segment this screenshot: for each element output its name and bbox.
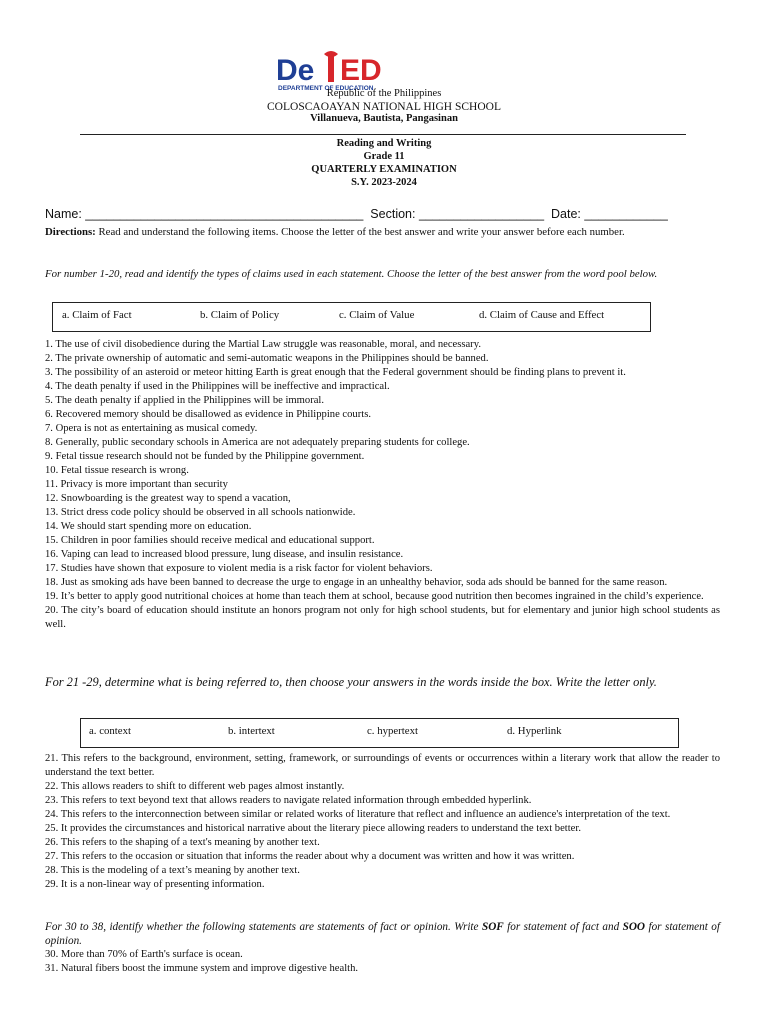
exam-title-block [0, 137, 768, 189]
term-b: b. intertext [228, 725, 275, 737]
school-name: COLOSCAOAYAN NATIONAL HIGH SCHOOL [267, 101, 501, 113]
directions [45, 226, 720, 239]
question-item: 22. This allows readers to shift to different web pages almost instantly. [45, 781, 345, 792]
question-item: 16. Vaping can lead to increased blood pressure, lung disease, and insulin resistance. [45, 549, 404, 560]
question-item: 28. This is the modeling of a text’s meaning by another text. [45, 865, 300, 876]
question-item: 4. The death penalty if used in the Philippines will be ineffective and impractical. [45, 381, 390, 392]
term-d: d. Hyperlink [507, 725, 562, 737]
question-item: 30. More than 70% of Earth's surface is ocean. [45, 949, 243, 960]
choice-b: b. Claim of Policy [200, 309, 280, 321]
question-item: 3. The possibility of an asteroid or meteor hitting Earth is great enough that the Federal government should be finding plans to prevent it. [45, 367, 626, 378]
question-item: 15. Children in poor families should receive medical and educational support. [45, 535, 375, 546]
part2-instruction: For 21 -29, determine what is being referred to, then choose your answers in the words inside the box. Write the letter only. [45, 675, 657, 689]
header-divider [80, 134, 686, 135]
header-block [0, 88, 768, 114]
part3-instruction-a: For 30 to 38, identify whether the following statements are statements of fact or opinion. Write [45, 921, 482, 933]
school-address: Villanueva, Bautista, Pangasinan [310, 113, 458, 124]
student-info-row[interactable]: Name: ________________________________________ Section: __________________ Date: ____________ [45, 207, 668, 221]
question-item: 20. The city’s board of education should institute an honors program not only for high school students, but for elementary and junior high school students as well. [45, 605, 720, 630]
svg-text:ED: ED [340, 54, 382, 87]
question-item: 6. Recovered memory should be disallowed as evidence in Philippine courts. [45, 409, 371, 420]
question-item: 17. Studies have shown that exposure to violent media is a risk factor for violent behaviors. [45, 563, 433, 574]
term-a: a. context [89, 725, 131, 737]
question-item: 11. Privacy is more important than security [45, 479, 228, 490]
sof-label: SOF [481, 921, 504, 933]
soo-label: SOO [622, 921, 646, 933]
part3-items [45, 948, 720, 976]
question-item: 26. This refers to the shaping of a text's meaning by another text. [45, 837, 320, 848]
question-item: 27. This refers to the occasion or situation that informs the reader about why a document was written and how it was written. [45, 851, 575, 862]
part2-items [45, 752, 720, 892]
question-item: 10. Fetal tissue research is wrong. [45, 465, 189, 476]
question-item: 1. The use of civil disobedience during the Martial Law struggle was reasonable, moral, and necessary. [45, 339, 481, 350]
choice-c: c. Claim of Value [339, 309, 415, 321]
question-item: 12. Snowboarding is the greatest way to spend a vacation, [45, 493, 291, 504]
part3-instruction-b: for statement of fact and [503, 921, 623, 933]
svg-text:DEPARTMENT OF EDUCATION: DEPARTMENT OF EDUCATION [278, 85, 374, 92]
question-item: 19. It’s better to apply good nutritional choices at home than teach them at school, because good nutrition then becomes ingrained in the child’s experience. [45, 591, 704, 602]
question-item: 18. Just as smoking ads have been banned to decrease the urge to engage in an unhealthy behavior, soda ads should be banned for the same reason. [45, 577, 668, 588]
question-item: 5. The death penalty if applied in the Philippines will be immoral. [45, 395, 325, 406]
question-item: 2. The private ownership of automatic and semi-automatic weapons in the Philippines should be banned. [45, 353, 489, 364]
question-item: 29. It is a non-linear way of presenting information. [45, 879, 265, 890]
question-item: 23. This refers to text beyond text that allows readers to navigate related information through embedded hyperlink. [45, 795, 532, 806]
grade-line: Grade 11 [363, 151, 405, 162]
part3-instruction [45, 920, 720, 948]
choice-d: d. Claim of Cause and Effect [479, 309, 605, 321]
directions-label: Directions: [45, 226, 96, 238]
subject-line: Reading and Writing [336, 138, 432, 149]
question-item: 13. Strict dress code policy should be observed in all schools nationwide. [45, 507, 356, 518]
question-item: 31. Natural fibers boost the immune system and improve digestive health. [45, 963, 359, 974]
directions-text: Read and understand the following items. Choose the letter of the best answer and write your answer before each number. [95, 226, 625, 238]
school-year-line: S.Y. 2023-2024 [351, 177, 417, 188]
deped-logo [276, 50, 436, 92]
svg-text:De: De [276, 54, 315, 87]
terms-word-box [80, 718, 679, 748]
question-item: 24. This refers to the interconnection between similar or related works of literature that reflect and influence an audience's interpretation of the text. [45, 809, 671, 820]
question-item: 7. Opera is not as entertaining as musical comedy. [45, 423, 258, 434]
question-item: 14. We should start spending more on education. [45, 521, 252, 532]
claims-word-pool [52, 302, 651, 332]
question-item: 9. Fetal tissue research should not be funded by the Philippine government. [45, 451, 365, 462]
part1-instruction: For number 1-20, read and identify the types of claims used in each statement. Choose the letter of the best answer from the word pool below. [45, 268, 658, 280]
question-item: 25. It provides the circumstances and historical narrative about the literary piece allowing readers to understand the text better. [45, 823, 581, 834]
choice-a: a. Claim of Fact [62, 309, 132, 321]
question-item: 8. Generally, public secondary schools in America are not adequately preparing students for college. [45, 437, 470, 448]
republic-line: Republic of the Philippines [326, 88, 442, 99]
part1-items [45, 338, 720, 632]
part3-instruction-c: for statement of opinion. [45, 921, 720, 947]
term-c: c. hypertext [367, 725, 418, 737]
question-item: 21. This refers to the background, environment, setting, framework, or surroundings of events or occurrences within a literary work that allow the reader to understand the text better. [45, 753, 720, 778]
exam-line: QUARTERLY EXAMINATION [311, 164, 457, 175]
